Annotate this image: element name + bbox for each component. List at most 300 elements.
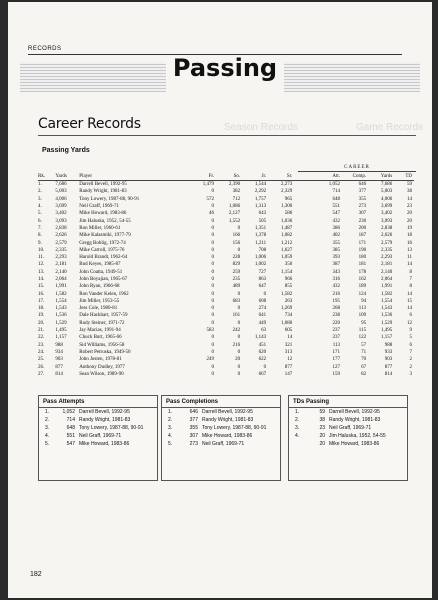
cell-td: 18 [407,233,412,239]
cell-td: 19 [407,225,412,231]
cell-so: 156 [232,240,241,246]
cell-sr: 12 [287,357,293,363]
list-item-rank: 4. [295,433,300,439]
cell-player: Mike Carroll, 1975-76 [79,247,125,253]
cell-sr: 2,329 [281,189,293,195]
cell-jr: 863 [258,277,267,282]
cell-player: Ron Vander Kelen, 1962 [79,291,129,297]
cell-att: 216 [332,291,341,297]
table-row [38,239,414,246]
cell-yards: 5,003 [55,189,67,195]
list-item-rank: 1. [168,409,173,415]
cell-jr: 1,378 [254,233,267,239]
cell-player: Randy Wright, 1981-83 [79,189,127,195]
box-title: TDs Passing [289,396,407,408]
cell-att: 127 [332,364,341,370]
cell-fr: 0 [211,269,215,275]
cell-spacer [292,371,314,378]
cell-fr: 0 [211,284,215,290]
cell-comp: 355 [358,196,367,202]
cell-so: 20 [235,357,241,363]
cell-td: 2 [409,357,412,363]
cell-so: 0 [237,291,241,297]
list-item-value: 551 [66,433,75,439]
list-item [162,424,280,432]
cell-td: 6 [409,313,412,319]
cell-jr: 1,006 [254,255,267,261]
cell-player: Jim Miller, 1953-55 [79,298,120,304]
table-row [38,203,414,210]
cell-jr: 63 [261,328,267,334]
cell-comp: 646 [358,182,367,188]
table-row [38,334,414,341]
cell-so: 712 [232,196,241,202]
cell-att: 171 [332,349,341,355]
cell-att: 268 [332,306,341,312]
cell-rank: 8. [38,233,42,239]
cell-spacer [292,225,314,232]
list-item-name: Darrell Bevell, 1992-95 [329,409,380,415]
cell-spacer [292,181,314,189]
list-item-value: 20 [319,433,325,439]
list-item-value: 23 [319,425,325,431]
list-item-rank: 4. [45,433,50,439]
table-row [38,225,414,232]
cell-td: 8 [409,284,412,290]
cell-rank: 22. [38,335,45,341]
cell-fr: 0 [211,204,215,210]
cell-spacer [292,342,314,349]
col-rank: Rk. [38,172,55,181]
cell-td: 13 [407,247,412,253]
cell-comp: 82 [361,371,367,377]
cell-jr: 449 [258,320,267,326]
cell-fr: 0 [211,306,215,312]
cell-player: Ron Miller, 1960-61 [79,225,121,231]
cell-career-yards: 4,006 [380,196,393,202]
cell-att: 547 [332,211,341,217]
cell-rank: 23. [38,342,45,348]
cell-player: Sean Wilson, 1989-90 [79,371,124,377]
cell-sr: 313 [284,349,293,355]
cell-fr: 0 [211,218,215,224]
cell-sr: 1,082 [281,233,293,239]
cell-spacer [292,320,314,327]
list-item-value: 377 [189,417,198,423]
cell-att: 177 [332,357,341,363]
col-fr: Fr. [188,172,214,181]
cell-player: John Boyajian, 1965-67 [79,277,128,282]
list-item [39,408,157,416]
cell-jr: 505 [258,218,267,224]
page-number: 182 [30,571,42,578]
cell-yards: 1,991 [55,284,67,290]
table-row [38,363,414,370]
cell-player: Bud Keyes, 1985-87 [79,262,121,268]
watermark-season-records: Season Records [224,122,298,133]
cell-career-yards: 3,093 [380,218,393,224]
list-item-rank: 2. [168,417,173,423]
cell-td: 14 [407,306,412,312]
cell-jr: 1,211 [255,240,267,246]
list-item-rank: 3. [295,425,300,431]
cell-jr: 1,544 [254,182,267,188]
table-row [38,283,414,290]
cell-td: 2 [409,364,412,370]
cell-sr: 605 [284,328,293,334]
cell-yards: 1,157 [55,335,67,341]
cell-yards: 1,529 [55,320,67,326]
cell-player: Anthony Dudley, 1977 [79,364,125,370]
cell-td: 38 [407,189,412,195]
cell-fr: 0 [211,233,215,239]
cell-yards: 2,579 [55,240,67,246]
list-item-value: 714 [66,417,75,423]
cell-jr: 622 [258,357,267,363]
list-item-rank: 3. [45,425,50,431]
section-label: RECORDS [28,46,62,52]
cell-att: 195 [332,298,341,304]
cell-career-yards: 2,064 [380,277,393,282]
col-career-yards: Yards [366,172,392,181]
pass-completions-box [161,395,281,481]
cell-fr: 0 [211,262,215,268]
cell-spacer [292,210,314,217]
cell-att: 387 [332,262,341,268]
cell-player: John Ryan, 1966-68 [79,284,120,290]
table-row [38,327,414,334]
cell-sr: 877 [284,364,293,370]
cell-yards: 2,838 [55,225,67,231]
cell-so: 1,086 [228,204,241,210]
cell-sr: 1,212 [281,240,293,246]
cell-td: 16 [407,240,412,246]
list-item-name: Randy Wright, 1981-83 [79,417,131,423]
col-spacer [292,172,314,181]
col-jr: Jr. [240,172,266,181]
cell-rank: 2. [38,189,42,195]
cell-comp: 109 [358,313,367,319]
cell-so: 382 [232,189,241,195]
cell-career-yards: 2,140 [380,269,393,275]
cell-rank: 9. [38,240,42,246]
list-item-rank: 5. [45,441,50,447]
cell-sr: 350 [284,262,293,268]
cell-so: 0 [237,247,241,253]
cell-att: 648 [332,196,341,202]
cell-jr: 708 [258,247,267,253]
cell-spacer [292,305,314,312]
cell-att: 220 [332,320,341,326]
cell-rank: 13. [38,269,45,275]
col-player: Player [79,172,188,181]
cell-spacer [292,261,314,268]
cell-comp: 190 [358,247,367,253]
cell-yards: 1,536 [55,313,67,319]
table-row [38,247,414,254]
list-item-value: 355 [189,425,198,431]
cell-jr: 1,002 [254,262,267,268]
cell-yards: 3,402 [55,211,67,217]
col-sr: Sr. [266,172,292,181]
cell-spacer [292,254,314,261]
cell-td: 9 [409,328,412,334]
cell-yards: 988 [55,342,63,348]
cell-jr: 608 [258,298,267,304]
cell-rank: 16. [38,291,45,297]
cell-sr: 855 [284,284,293,290]
list-item-name: Tony Lowery, 1987-88, 90-91 [79,425,144,431]
table-row [38,305,414,312]
cell-spacer [292,283,314,290]
cell-td: 14 [407,291,412,297]
list-item-name: Neil Graff, 1969-71 [79,433,122,439]
cell-yards: 1,554 [55,298,67,304]
table-row [38,356,414,363]
cell-att: 316 [332,277,341,282]
cell-att: 237 [332,335,341,341]
list-item-value: 38 [319,417,325,423]
cell-jr: 1,351 [254,225,267,231]
cell-player: Mike Kalasmiki, 1977-79 [79,233,131,239]
cell-comp: 377 [358,189,367,195]
cell-comp: 178 [358,269,367,275]
cell-comp: 71 [361,349,367,355]
table-row [38,342,414,349]
cell-fr: 0 [211,364,215,370]
cell-td: 7 [409,277,412,282]
list-item-rank: 4. [168,433,173,439]
cell-player: Mike Howard, 1983-86 [79,211,127,217]
cell-td: 7 [409,349,412,355]
cell-yards: 4,006 [55,196,67,202]
cell-yards: 2,335 [55,247,67,253]
list-item-name: Darrell Bevell, 1992-95 [79,409,130,415]
cell-comp: 162 [358,277,367,282]
cell-sr: 1,627 [281,247,293,253]
table-header-row [38,172,414,181]
cell-rank: 15. [38,284,45,290]
section-rule [38,135,416,136]
cell-comp: 187 [358,233,367,239]
cell-fr: 0 [211,313,215,319]
cell-sr: 734 [284,313,293,319]
list-item-value: 547 [66,441,75,447]
cell-fr: 0 [211,277,215,282]
cell-sr: 1,036 [281,218,293,224]
cell-fr: 1,479 [202,182,215,188]
cell-spacer [292,363,314,370]
cell-player: Robert Petruska, 1949-50 [79,349,131,355]
cell-career-yards: 7,686 [380,182,393,188]
cell-career-yards: 2,293 [380,255,393,261]
cell-yards: 1,495 [55,328,67,334]
cell-td: 14 [407,196,412,202]
cell-att: 393 [332,255,341,261]
cell-comp: 115 [358,328,367,334]
cell-yards: 3,093 [55,218,67,224]
box-title: Pass Attempts [39,396,157,408]
cell-sr: 1,487 [281,225,293,231]
col-att: Att. [314,172,340,181]
cell-fr: 0 [211,291,215,297]
cell-yards: 7,686 [55,182,67,188]
cell-spacer [292,327,314,334]
list-item-name: Tony Lowery, 1987-88, 90-91 [202,425,267,431]
cell-sr: 1,154 [281,269,293,275]
cell-so: 2,127 [228,211,241,217]
cell-rank: 3. [38,196,42,202]
banner-stripes-left [20,62,166,92]
list-item [162,440,280,448]
page-title: Passing [172,54,278,82]
cell-fr: 572 [206,196,215,202]
cell-career-yards: 2,181 [380,262,393,268]
cell-player: Rudy Steiner, 1971-72 [79,320,125,326]
table-row [38,371,414,378]
cell-yards: 3,699 [55,204,67,210]
list-item-name: Mike Howard, 1983-86 [202,433,253,439]
cell-comp: 57 [361,342,367,348]
table-row [38,290,414,297]
cell-sr: 1,269 [281,306,293,312]
cell-career-yards: 5,003 [380,189,393,195]
cell-career-yards: 3,402 [380,211,393,217]
cell-comp: 124 [358,291,367,297]
cell-player: Sid Williams, 1956-58 [79,342,125,348]
list-item-value: 648 [66,425,75,431]
cell-so: 0 [237,320,241,326]
cell-att: 159 [332,371,341,377]
list-item-rank: 1. [45,409,50,415]
list-item [39,416,157,424]
cell-so: 0 [237,371,241,377]
cell-fr: 0 [211,335,215,341]
cell-rank: 11. [38,255,45,261]
cell-so: 166 [232,233,241,239]
career-group-header: CAREER [298,165,416,172]
cell-jr: 641 [258,313,267,319]
cell-so: 259 [232,269,241,275]
cell-fr: 0 [211,247,215,253]
cell-att: 402 [332,233,341,239]
list-item-name: Neil Graff, 1969-71 [202,441,245,447]
cell-fr: 0 [211,189,215,195]
cell-yards: 2,293 [55,255,67,261]
cell-career-yards: 1,991 [380,284,393,290]
list-item-rank: 2. [295,417,300,423]
cell-yards: 2,181 [55,262,67,268]
cell-td: 12 [407,320,412,326]
list-item-rank: 1. [295,409,300,415]
cell-so: 161 [232,313,241,319]
cell-fr: 0 [211,225,215,231]
list-item-name: Mike Howard, 1983-86 [329,441,380,447]
cell-player: Harold Brandt, 1962-64 [79,255,128,261]
section-title: Career Records [38,116,141,132]
list-item-value: 59 [319,409,325,415]
list-item-name: Randy Wright, 1981-83 [202,417,254,423]
cell-career-yards: 1,529 [380,320,393,326]
table-row [38,217,414,224]
cell-td: 5 [409,335,412,341]
cell-jr: 1,313 [254,204,267,210]
cell-rank: 1. [38,182,42,188]
cell-spacer [292,356,314,363]
cell-comp: 189 [358,284,367,290]
cell-jr: 667 [258,371,267,377]
cell-fr: 0 [211,298,215,304]
table-row [38,261,414,268]
list-item [289,424,407,432]
cell-so: 0 [237,335,241,341]
table-row [38,312,414,319]
cell-so: 0 [237,306,241,312]
cell-spacer [292,290,314,297]
cell-comp: 273 [358,204,367,210]
list-item [39,424,157,432]
list-item [289,440,407,448]
cell-jr: 647 [258,284,267,290]
cell-so: 235 [232,277,241,282]
cell-fr: 583 [206,328,215,334]
list-item-rank: 5. [168,441,173,447]
cell-sr: 586 [284,211,293,217]
cell-td: 20 [407,218,412,224]
list-item-value: 1,052 [62,409,75,415]
cell-fr: 0 [211,349,215,355]
cell-jr: 1,143 [254,335,267,341]
cell-sr: 14 [287,335,293,341]
cell-career-yards: 2,626 [380,233,393,239]
table-body [38,181,414,379]
document-page [8,2,432,598]
cell-spacer [292,298,314,305]
list-item-name: Mike Howard, 1983-86 [79,441,130,447]
cell-sr: 2,273 [281,182,293,188]
cell-rank: 4. [38,204,42,210]
cell-rank: 10. [38,247,45,253]
cell-jr: 0 [263,291,267,297]
col-comp: Comp. [340,172,366,181]
cell-so: 0 [237,364,241,370]
list-item [162,408,280,416]
cell-yards: 2,064 [55,277,67,282]
table-row [38,232,414,239]
list-item [162,416,280,424]
cell-spacer [292,217,314,224]
list-item [289,408,407,416]
cell-comp: 171 [358,240,367,246]
cell-comp: 94 [361,298,367,304]
cell-att: 714 [332,189,341,195]
cell-career-yards: 1,536 [380,313,393,319]
cell-spacer [292,203,314,210]
cell-sr: 147 [284,371,293,377]
list-item-value: 20 [319,441,325,447]
cell-sr: 1,582 [281,291,293,297]
cell-spacer [292,232,314,239]
cell-rank: 20. [38,320,45,326]
tds-passing-box [288,395,408,481]
cell-spacer [292,188,314,195]
cell-td: 11 [407,255,412,261]
table-row [38,269,414,276]
pass-attempts-box [38,395,158,481]
cell-so: 228 [232,255,241,261]
cell-so: 216 [232,342,241,348]
list-item [39,440,157,448]
